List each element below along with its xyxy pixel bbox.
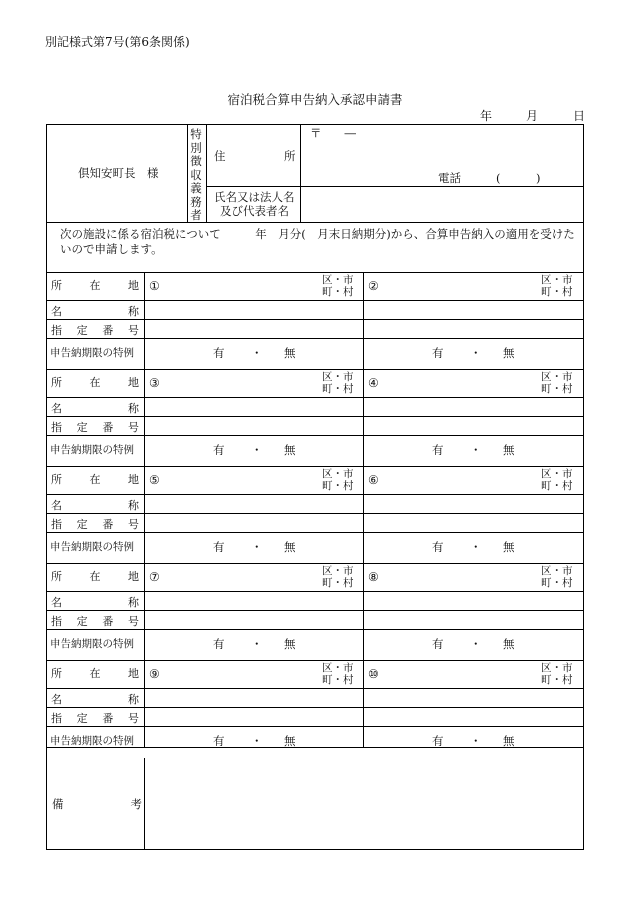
phone-paren-close: ) xyxy=(536,171,541,185)
document-title: 宿泊税合算申告納入承認申請書 xyxy=(227,92,403,107)
town-village-label: 町・村 xyxy=(541,286,573,298)
facility-name-field[interactable] xyxy=(145,398,362,415)
option-separator: ・ xyxy=(470,637,482,651)
facility-number: ⑥ xyxy=(368,473,379,487)
option-no[interactable]: 無 xyxy=(284,443,296,457)
location-label: 所 在 地 xyxy=(51,473,139,486)
option-separator: ・ xyxy=(251,540,263,554)
facility-name-field[interactable] xyxy=(364,398,583,415)
option-yes[interactable]: 有 xyxy=(432,540,444,554)
ward-city-label: 区・市 xyxy=(322,468,354,480)
option-separator: ・ xyxy=(470,734,482,748)
designation-number-field[interactable] xyxy=(364,611,583,628)
town-village-label: 町・村 xyxy=(541,674,573,686)
ward-city-label: 区・市 xyxy=(541,274,573,286)
date-day: 日 xyxy=(573,109,586,123)
postal-code-field[interactable]: 〒 ― xyxy=(310,126,356,140)
addressee: 倶知安町長 様 xyxy=(78,166,159,180)
facility-name-field[interactable] xyxy=(145,495,362,512)
facility-number: ③ xyxy=(149,376,160,390)
designation-number-field[interactable] xyxy=(145,417,362,434)
location-label: 所 在 地 xyxy=(51,376,139,389)
facility-name-field[interactable] xyxy=(364,592,583,609)
address-label-left: 住 xyxy=(214,149,226,163)
name-label: 名 称 xyxy=(51,499,139,512)
designation-number-field[interactable] xyxy=(364,708,583,725)
location-label: 所 在 地 xyxy=(51,570,139,583)
special-deadline-label: 申告納期限の特例 xyxy=(50,444,134,456)
town-village-label: 町・村 xyxy=(541,480,573,492)
obligor-label: 特 別 徴 収 義 務 者 xyxy=(190,127,202,222)
facility-name-field[interactable] xyxy=(364,689,583,706)
option-no[interactable]: 無 xyxy=(284,637,296,651)
special-deadline-label: 申告納期限の特例 xyxy=(50,638,134,650)
option-yes[interactable]: 有 xyxy=(432,637,444,651)
designation-number-field[interactable] xyxy=(364,514,583,531)
option-no[interactable]: 無 xyxy=(503,346,515,360)
designation-number-label: 指 定 番 号 xyxy=(51,712,139,725)
date-month: 月 xyxy=(526,109,539,123)
ward-city-label: 区・市 xyxy=(541,565,573,577)
name-label-line1: 氏名又は法人名 xyxy=(214,190,295,204)
designation-number-field[interactable] xyxy=(145,708,362,725)
option-yes[interactable]: 有 xyxy=(213,443,225,457)
town-village-label: 町・村 xyxy=(322,286,354,298)
option-yes[interactable]: 有 xyxy=(213,734,225,748)
option-no[interactable]: 無 xyxy=(503,443,515,457)
special-deadline-label: 申告納期限の特例 xyxy=(50,541,134,553)
town-village-label: 町・村 xyxy=(322,674,354,686)
option-separator: ・ xyxy=(251,637,263,651)
ward-city-label: 区・市 xyxy=(322,662,354,674)
option-no[interactable]: 無 xyxy=(284,346,296,360)
ward-city-label: 区・市 xyxy=(322,274,354,286)
option-separator: ・ xyxy=(470,540,482,554)
ward-city-label: 区・市 xyxy=(541,371,573,383)
town-village-label: 町・村 xyxy=(322,577,354,589)
designation-number-label: 指 定 番 号 xyxy=(51,324,139,337)
designation-number-field[interactable] xyxy=(145,611,362,628)
designation-number-field[interactable] xyxy=(145,320,362,337)
facility-number: ① xyxy=(149,279,160,293)
town-village-label: 町・村 xyxy=(541,383,573,395)
ward-city-label: 区・市 xyxy=(541,662,573,674)
facility-number: ⑦ xyxy=(149,570,160,584)
town-village-label: 町・村 xyxy=(322,383,354,395)
special-deadline-label: 申告納期限の特例 xyxy=(50,735,134,747)
request-text: 次の施設に係る宿泊税について 年 月分( 月末日納期分)から、合算申告納入の適用を受けたいので申請します。 xyxy=(60,227,575,256)
facility-number: ⑨ xyxy=(149,667,160,681)
designation-number-label: 指 定 番 号 xyxy=(51,421,139,434)
facility-number: ② xyxy=(368,279,379,293)
designation-number-field[interactable] xyxy=(364,320,583,337)
facility-number: ⑩ xyxy=(368,667,379,681)
special-deadline-label: 申告納期限の特例 xyxy=(50,347,134,359)
remarks-label: 備 考 xyxy=(52,797,142,811)
location-label: 所 在 地 xyxy=(51,279,139,292)
facility-name-field[interactable] xyxy=(145,301,362,318)
ward-city-label: 区・市 xyxy=(322,565,354,577)
name-label: 名 称 xyxy=(51,693,139,706)
designation-number-label: 指 定 番 号 xyxy=(51,615,139,628)
option-yes[interactable]: 有 xyxy=(432,346,444,360)
name-label: 名 称 xyxy=(51,596,139,609)
designation-number-label: 指 定 番 号 xyxy=(51,518,139,531)
name-label: 名 称 xyxy=(51,402,139,415)
town-village-label: 町・村 xyxy=(322,480,354,492)
facility-number: ④ xyxy=(368,376,379,390)
option-separator: ・ xyxy=(470,443,482,457)
designation-number-field[interactable] xyxy=(364,417,583,434)
designation-number-field[interactable] xyxy=(145,514,362,531)
option-no[interactable]: 無 xyxy=(284,734,296,748)
name-label-line2: 及び代表者名 xyxy=(220,204,289,218)
option-yes[interactable]: 有 xyxy=(432,443,444,457)
option-no[interactable]: 無 xyxy=(284,540,296,554)
town-village-label: 町・村 xyxy=(541,577,573,589)
location-label: 所 在 地 xyxy=(51,667,139,680)
option-no[interactable]: 無 xyxy=(503,540,515,554)
facility-number: ⑤ xyxy=(149,473,160,487)
option-separator: ・ xyxy=(251,443,263,457)
name-label: 名 称 xyxy=(51,305,139,318)
option-yes[interactable]: 有 xyxy=(213,637,225,651)
option-no[interactable]: 無 xyxy=(503,637,515,651)
option-separator: ・ xyxy=(251,734,263,748)
facility-name-field[interactable] xyxy=(145,592,362,609)
facility-name-field[interactable] xyxy=(364,301,583,318)
option-yes[interactable]: 有 xyxy=(432,734,444,748)
date-year: 年 xyxy=(480,109,493,123)
ward-city-label: 区・市 xyxy=(322,371,354,383)
remarks-field[interactable] xyxy=(145,759,583,849)
form-reference: 別記様式第7号(第6条関係) xyxy=(45,35,190,49)
option-separator: ・ xyxy=(251,346,263,360)
address-label-right: 所 xyxy=(284,149,296,163)
facility-name-field[interactable] xyxy=(145,689,362,706)
phone-label: 電話 xyxy=(438,171,461,185)
facility-number: ⑧ xyxy=(368,570,379,584)
option-no[interactable]: 無 xyxy=(503,734,515,748)
option-yes[interactable]: 有 xyxy=(213,540,225,554)
facility-name-field[interactable] xyxy=(364,495,583,512)
ward-city-label: 区・市 xyxy=(541,468,573,480)
phone-paren-open: ( xyxy=(496,171,501,185)
option-separator: ・ xyxy=(470,346,482,360)
option-yes[interactable]: 有 xyxy=(213,346,225,360)
